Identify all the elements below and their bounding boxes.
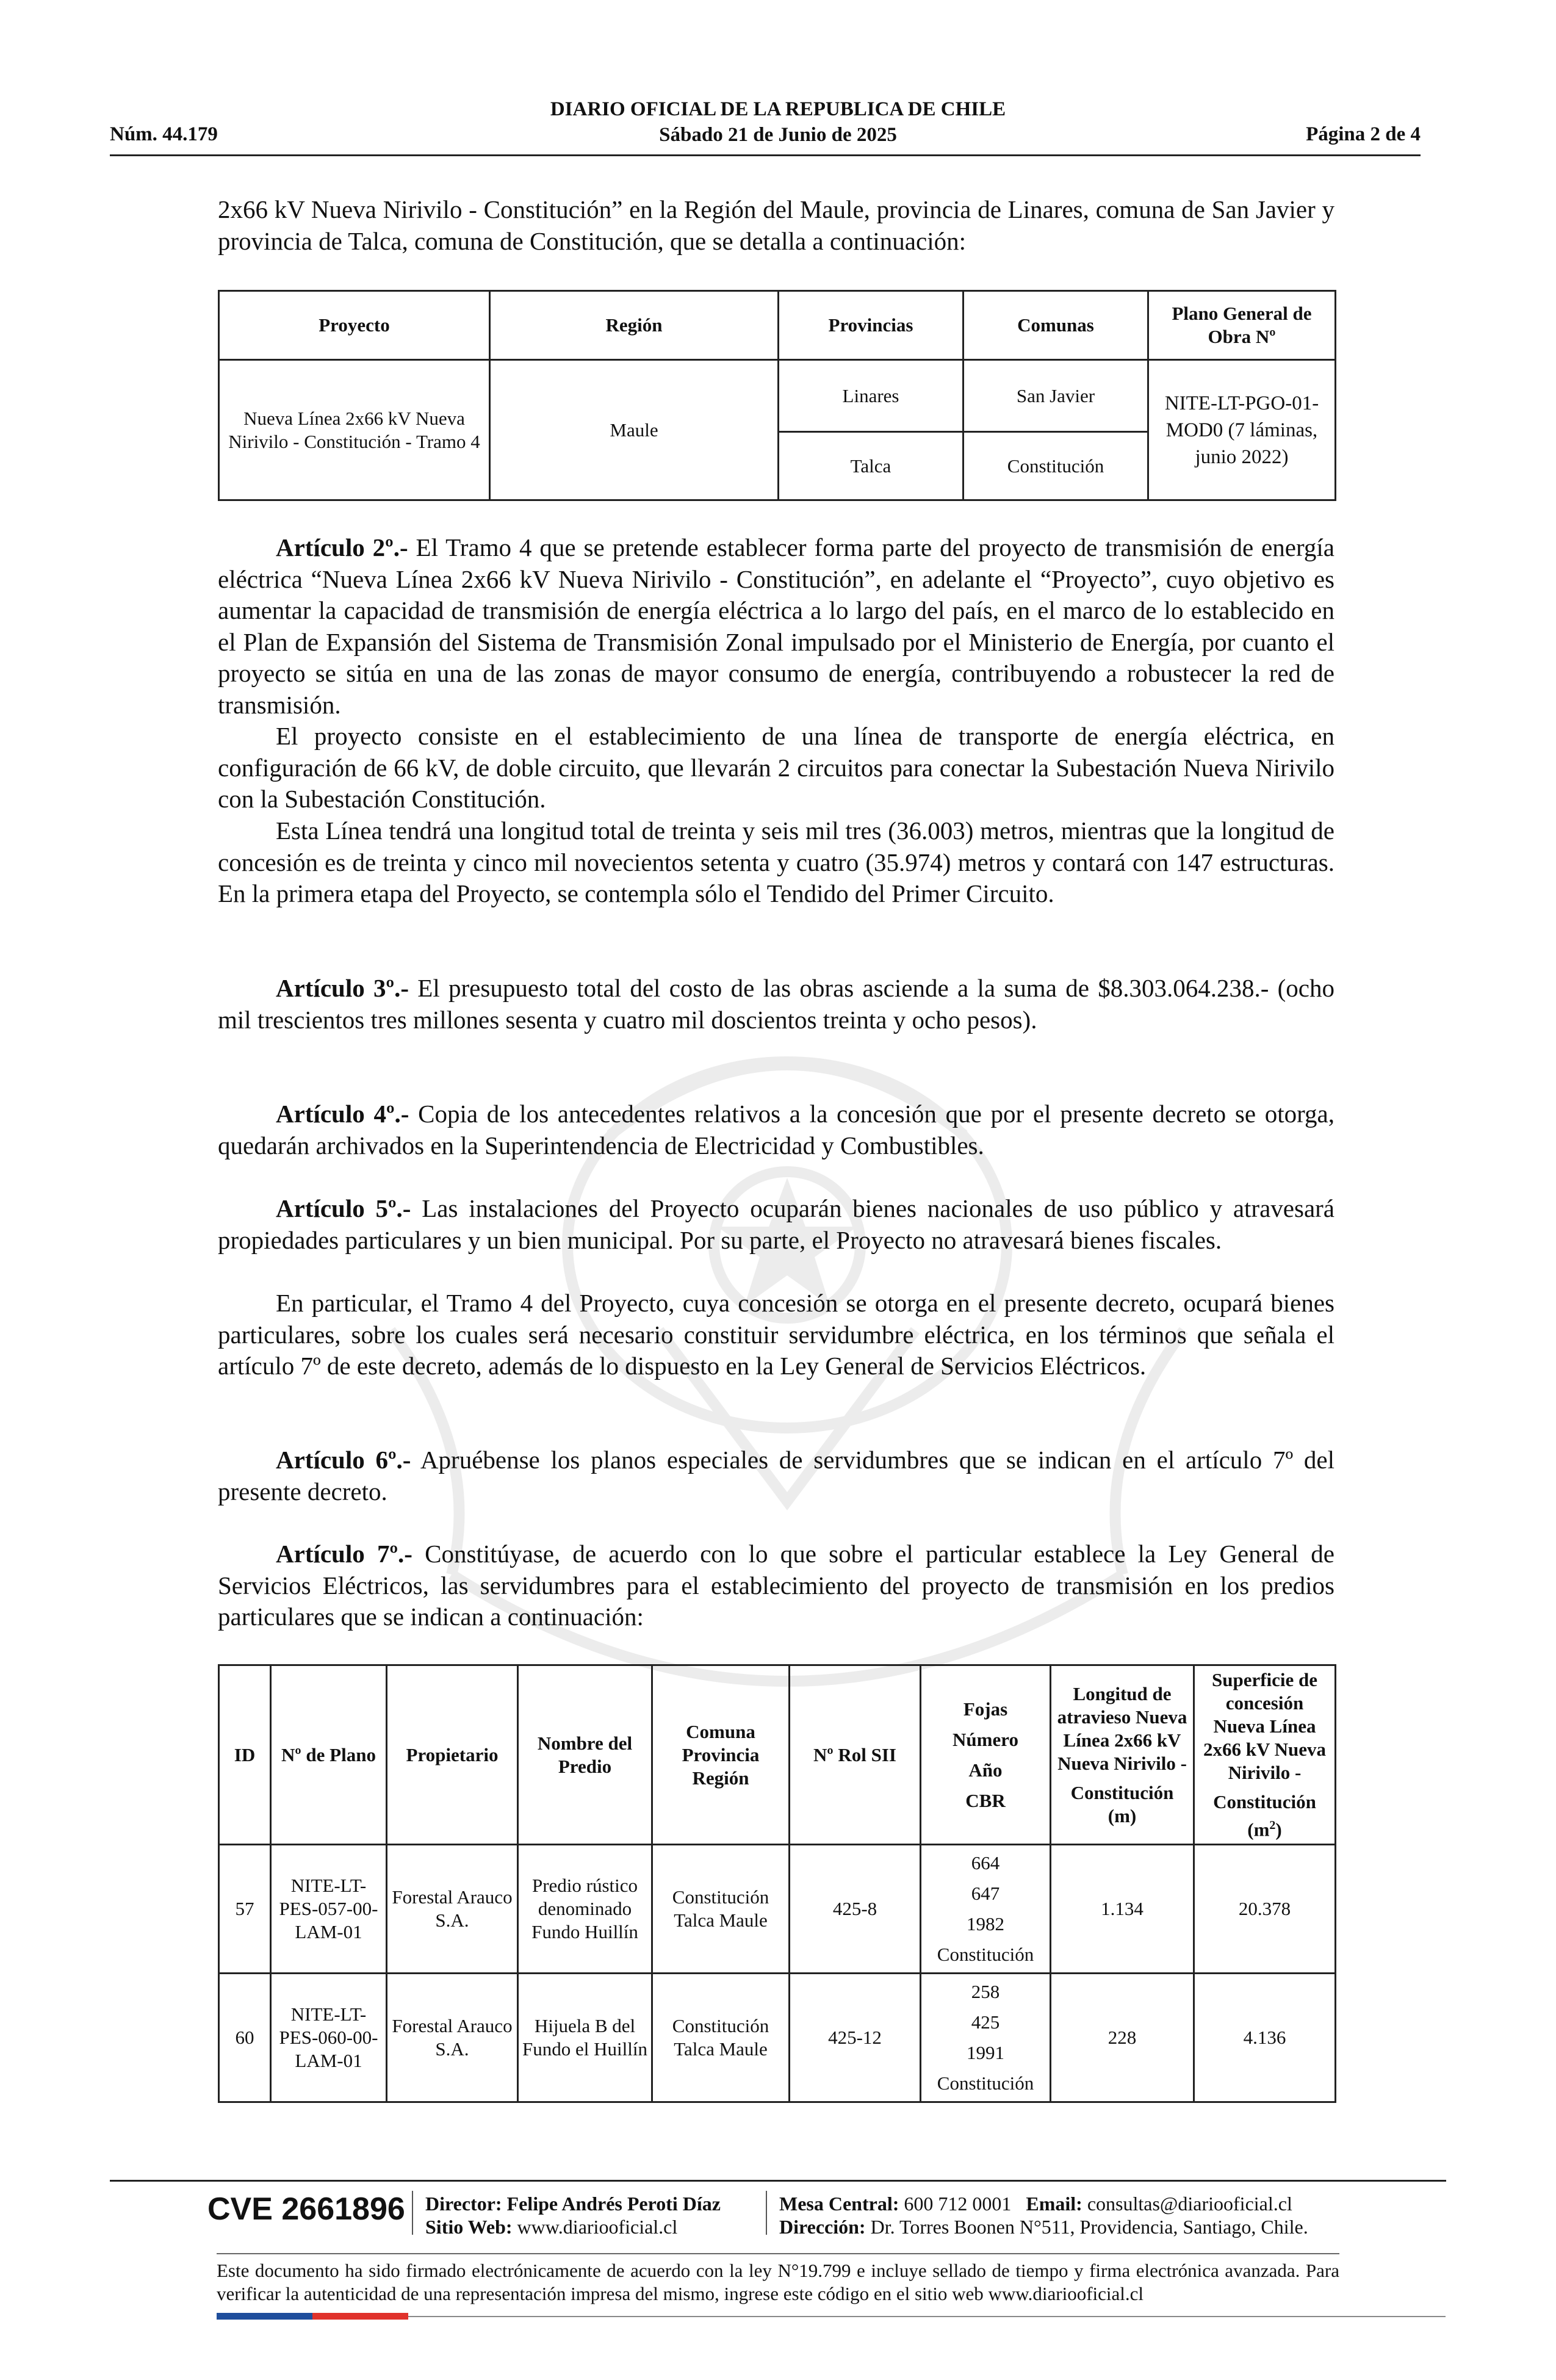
provincia-cell: Linares — [779, 360, 963, 432]
footer-separator — [412, 2191, 413, 2235]
article-4-paragraph: Artículo 4º.- Copia de los antecedentes relativos a la concesión que por el presente decreto se otorga, quedarán archivados en la Superintendencia de Electricidad y Combustibles. — [218, 1100, 1334, 1159]
comuna-cell: San Javier — [963, 360, 1148, 432]
th-fojas: Fojas Número Año CBR — [921, 1665, 1051, 1845]
footer-divider-thin — [217, 2253, 1339, 2254]
article-2-paragraph-3: Esta Línea tendrá una longitud total de treinta y seis mil tres (36.003) metros, mientras que la longitud de concesión es de treinta y cinco mil novecientos setenta y cuatro (35.974) metros y contará con 147 estructuras. En la primera etapa del Proyecto, se contempla sólo el Tendido del Primer Circuito. — [218, 817, 1334, 907]
footer-director-block: Director: Felipe Andrés Peroti Díaz Sitio Web: www.diariooficial.cl — [425, 2193, 721, 2238]
director-name: Felipe Andrés Peroti Díaz — [506, 2193, 721, 2215]
article-3-paragraph: Artículo 3º.- El presupuesto total del costo de las obras asciende a la suma de $8.303.064.238.- (ocho mil trescientos tres millones sesenta y cuatro mil doscientos treinta y ocho pesos). — [218, 974, 1334, 1034]
region-cell: Maule — [490, 360, 779, 500]
flag-bar-line — [408, 2316, 1446, 2317]
article-2-paragraph-1: Artículo 2º.- El Tramo 4 que se pretende establecer forma parte del proyecto de transmisión de energía eléctrica “Nueva Línea 2x66 kV Nueva Nirivilo - Constitución”, en adelante el “Proyecto”, cuyo objetivo es aumentar la capacidad de transmisión de energía eléctrica a lo largo del país, en el marco de lo establecido en el Plan de Expansión del Sistema de Transmisión Zonal impulsado por el Ministerio de Energía, por cuanto el proyecto se sitúa en una de las zonas de mayor consumo de energía, contribuyendo a robustecer la red de transmisión. — [218, 533, 1334, 719]
th-region: Región — [490, 291, 779, 360]
flag-bar-red — [312, 2313, 408, 2320]
signature-note: Este documento ha sido firmado electrónicamente de acuerdo con la ley N°19.799 e incluye sellado de tiempo y firma electrónica avanzada. Para verificar la autenticidad de una representación impresa del mismo, ingrese este código en el sitio web www.diariooficial.cl — [217, 2260, 1339, 2304]
header-divider — [110, 154, 1421, 156]
footer-divider — [110, 2180, 1446, 2182]
provincia-cell: Talca — [779, 432, 963, 500]
comuna-cell: Constitución — [963, 432, 1148, 500]
article-2-paragraph-2: El proyecto consiste en el establecimiento de una línea de transporte de energía eléctrica, en configuración de 66 kV, de doble circuito, que llevarán 2 circuitos para conectar la Subestación Nueva Nirivilo con la Subestación Constitución. — [218, 722, 1334, 813]
article-3-heading: Artículo 3º.- — [276, 974, 409, 1002]
article-7-paragraph: Artículo 7º.- Constitúyase, de acuerdo con lo que sobre el particular establece la Ley General de Servicios Eléctricos, las servidumbres para el establecimiento del proyecto de transmisión en los predios particulares que se indican a continuación: — [218, 1540, 1334, 1631]
article-6-paragraph: Artículo 6º.- Apruébense los planos especiales de servidumbres que se indican en el artículo 7º del presente decreto. — [218, 1446, 1334, 1506]
th-proyecto: Proyecto — [219, 291, 490, 360]
project-name-cell: Nueva Línea 2x66 kV Nueva Nirivilo - Constitución - Tramo 4 — [219, 360, 490, 500]
table-row: 57 NITE-LT-PES-057-00-LAM-01 Forestal Arauco S.A. Predio rústico denominado Fundo Huillín Constitución Talca Maule 425-8 664 647 1982 Constitución 1.134 20.378 — [219, 1845, 1336, 1974]
footer-separator — [766, 2191, 767, 2235]
issue-number: Núm. 44.179 — [110, 123, 218, 145]
project-table — [218, 290, 1336, 501]
th-comunas: Comunas — [963, 291, 1148, 360]
footer-contact-block: Mesa Central: 600 712 0001 Email: consultas@diariooficial.cl Dirección: Dr. Torres Boonen N°511, Providencia, Santiago, Chile. — [779, 2193, 1308, 2238]
article-7-heading: Artículo 7º.- — [276, 1540, 412, 1568]
th-propietario: Propietario — [387, 1665, 518, 1845]
article-5-paragraph-2: En particular, el Tramo 4 del Proyecto, cuya concesión se otorga en el presente decreto, ocupará bienes particulares, sobre los cuales será necesario constituir servidumbre eléctrica, en los términos que señala el artículo 7º de este decreto, además de lo dispuesto en la Ley General de Servicios Eléctricos. — [218, 1289, 1334, 1380]
table-row: 60 NITE-LT-PES-060-00-LAM-01 Forestal Arauco S.A. Hijuela B del Fundo el Huillín Constitución Talca Maule 425-12 258 425 1991 Constitución 228 4.136 — [219, 1974, 1336, 2102]
th-no-plano: Nº de Plano — [271, 1665, 387, 1845]
intro-paragraph: 2x66 kV Nueva Nirivilo - Constitución” en la Región del Maule, provincia de Linares, comuna de San Javier y provincia de Talca, comuna de Constitución, que se detalla a continuación: — [218, 195, 1334, 255]
th-rol-sii: Nº Rol SII — [790, 1665, 921, 1845]
th-plano-general: Plano General de Obra Nº — [1148, 291, 1336, 360]
article-6-heading: Artículo 6º.- — [276, 1446, 411, 1474]
th-comuna-provincia-region: Comuna Provincia Región — [652, 1665, 790, 1845]
issue-date: Sábado 21 de Junio de 2025 — [659, 124, 897, 146]
th-provincias: Provincias — [779, 291, 963, 360]
article-5-paragraph-1: Artículo 5º.- Las instalaciones del Proyecto ocuparán bienes nacionales de uso público y atravesará propiedades particulares y un bien municipal. Por su parte, el Proyecto no atravesará bienes fiscales. — [218, 1194, 1334, 1254]
phone-number: 600 712 0001 — [904, 2193, 1012, 2215]
gazette-title: DIARIO OFICIAL DE LA REPUBLICA DE CHILE — [550, 98, 1006, 120]
page-number: Página 2 de 4 — [1306, 123, 1421, 145]
th-id: ID — [219, 1665, 271, 1845]
email-link[interactable]: consultas@diariooficial.cl — [1087, 2193, 1292, 2215]
cve-code: CVE 2661896 — [207, 2191, 405, 2227]
th-nombre-predio: Nombre del Predio — [518, 1665, 652, 1845]
website-link[interactable]: www.diariooficial.cl — [517, 2216, 678, 2238]
th-superficie-concesion: Superficie de concesión Nueva Línea 2x66 kV Nueva Nirivilo - Constitución $(m^2)$ — [1194, 1665, 1336, 1845]
article-2-heading: Artículo 2º.- — [276, 533, 408, 561]
flag-bar-blue — [217, 2313, 312, 2320]
easement-table — [218, 1664, 1336, 2103]
article-5-heading: Artículo 5º.- — [276, 1194, 411, 1222]
plano-general-cell: NITE-LT-PGO-01-MOD0 (7 láminas, junio 2022) — [1148, 360, 1336, 500]
address: Dr. Torres Boonen N°511, Providencia, Santiago, Chile. — [870, 2216, 1308, 2238]
article-4-heading: Artículo 4º.- — [276, 1100, 409, 1128]
th-longitud-atravieso: Longitud de atravieso Nueva Línea 2x66 kV Nueva Nirivilo - Constitución (m) — [1051, 1665, 1194, 1845]
